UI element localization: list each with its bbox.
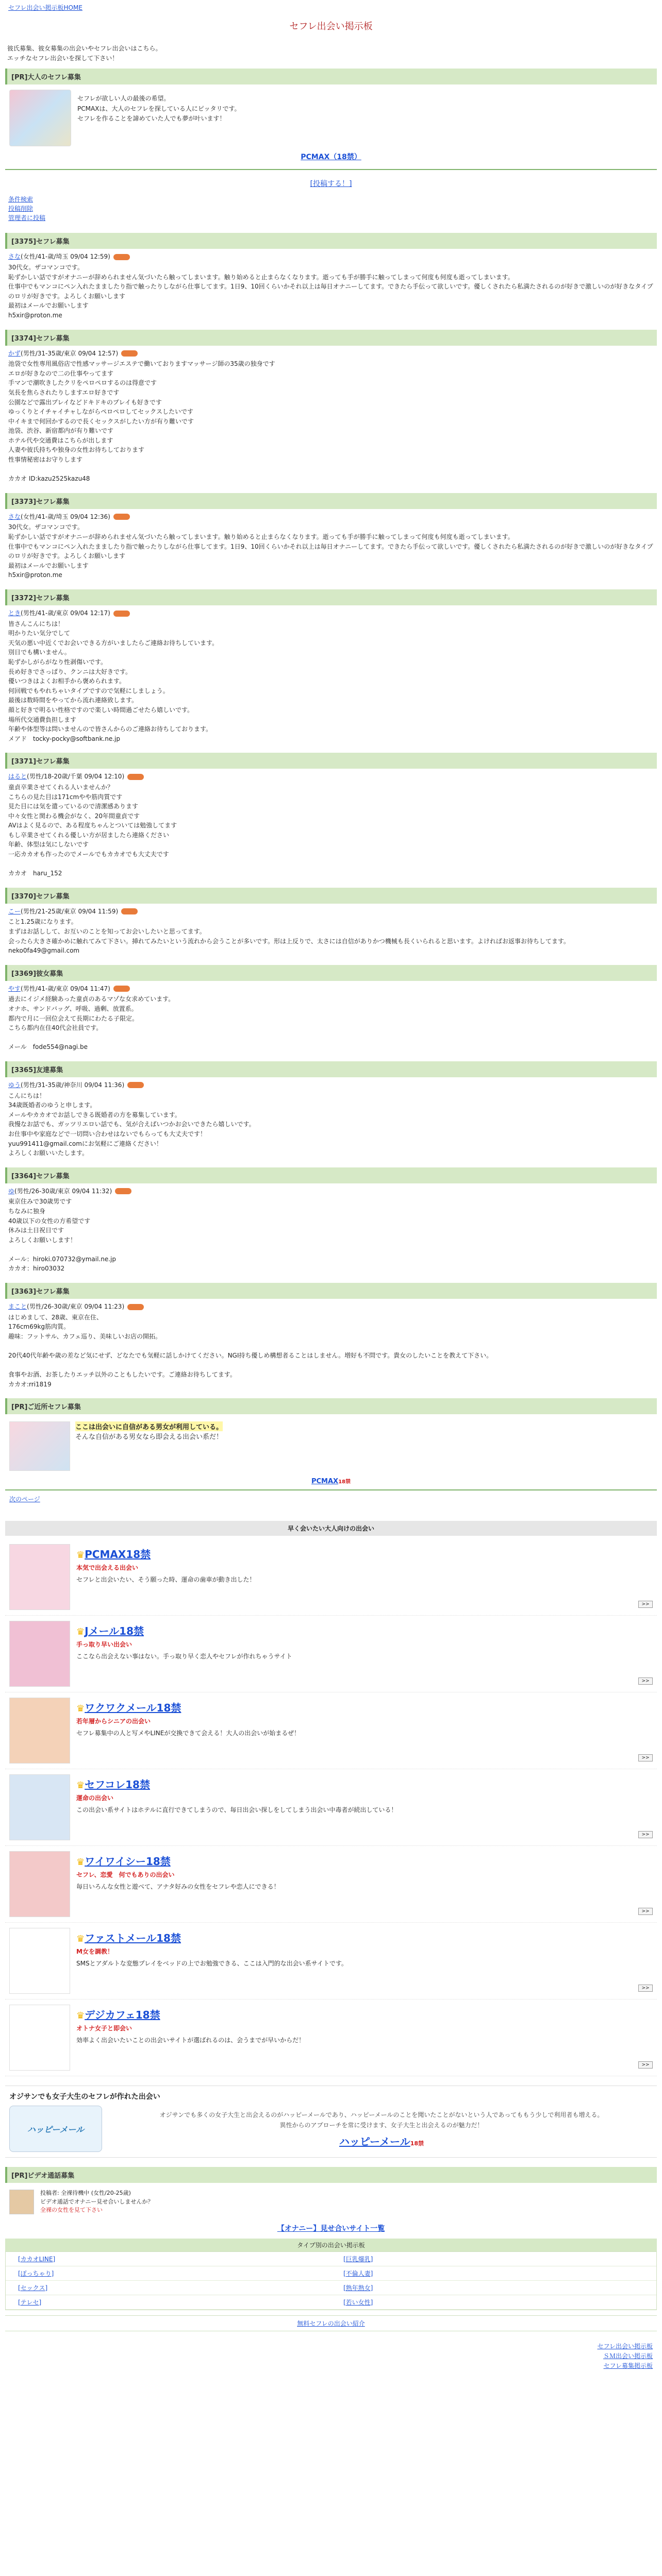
happymail-row xyxy=(9,2106,653,2152)
post-content xyxy=(5,1187,657,1278)
post-body: 童貞卒業させてくれる人いませんか？ こちらの見た目は171cmやや筋肉質です 見た目には気を遣っているので清潔感あります 中々女性と関わる機会がなく、20年間童貞です AVはよく見るので、ある程度ちゃんとついては勉強してます もし卒業させてくれる優しい方が居ましたら連絡ください 年齢、体型は気にしないです 一応カカオも作ったのでメールでもカカオでも大丈夫です カカオ haru_152 xyxy=(8,783,177,877)
post-content xyxy=(5,1302,657,1393)
post xyxy=(5,330,657,488)
recommend-tag: M女を調教！ xyxy=(76,1948,113,1956)
post xyxy=(5,1167,657,1278)
recommend-list xyxy=(5,1539,657,2076)
mail-icon[interactable] xyxy=(127,774,144,780)
recommend-item xyxy=(5,1923,657,1999)
happymail-logo[interactable]: ハッピーメール xyxy=(9,2106,102,2152)
video-line-3: 全裸の女性を見て下さい xyxy=(40,2207,103,2214)
recommend-desc: 効率よく出会いたいことの出会いサイトが選ばれるのは、会うまでが早いからだ！ xyxy=(76,2037,305,2044)
page xyxy=(5,0,657,2383)
post xyxy=(5,233,657,324)
home-link[interactable]: セフレ出会い掲示板HOME xyxy=(8,4,82,11)
more-button[interactable]: >> xyxy=(638,1831,653,1838)
happymail-link-wrap xyxy=(110,2133,653,2148)
post-meta xyxy=(8,1187,654,1196)
type-link[interactable]: [テレセ] xyxy=(18,2298,42,2306)
video-heading: [PR]ビデオ通話募集 xyxy=(5,2167,657,2183)
video-line-1: 投稿者: 全裸待機中 (女性/20-25歳) xyxy=(40,2190,131,2197)
crown-icon: ♛ xyxy=(76,1626,85,1638)
post xyxy=(5,493,657,584)
poster-name[interactable]: ゆう xyxy=(8,1081,21,1089)
next-page-wrap xyxy=(5,1494,657,1514)
happymail-title: オジサンでも女子大生のセフレが作れた出会い xyxy=(9,2093,160,2102)
type-link[interactable]: [ぽっちゃり] xyxy=(18,2269,54,2277)
recommend-title[interactable]: PCMAX18禁 xyxy=(85,1548,151,1561)
top-nav xyxy=(5,0,657,12)
type-link[interactable]: [不倫人妻] xyxy=(343,2269,373,2277)
post-body: こと1.25歳になります。 まずはお話しして、お互いのことを知ってお会いしたいと思ってます。 会ったら大きさ確かめに触れてみて下さい。挿れてみたいという流れから会うことが多いです。形は上反りで、太さには自信がありかつ機械も長くいられると思います。よければお返事お待ちしてます。 neko0fa49@gmail.com xyxy=(8,918,570,955)
pr-mid-copy xyxy=(75,1421,223,1441)
happymail-text: オジサンでも多くの女子大生と出会えるのがハッピーメールであり、ハッピーメールのことを聞いたことがないという人であってももう少しで利用者も増える。 異性からのアプローチを常に受けます、女子大生と出会えるのが魅力だ！ xyxy=(159,2111,604,2129)
pr-top-heading: [PR]大人のセフレ募集 xyxy=(5,69,657,84)
recommend-info xyxy=(76,2005,653,2071)
recommend-title-wrap xyxy=(76,1623,653,1638)
recommend-image[interactable] xyxy=(9,2005,70,2071)
crown-icon: ♛ xyxy=(76,1550,85,1561)
intro-text: 彼氏募集、彼女募集の出会いやセフレ出会いはこちら。 エッチなセフレ出会いを探して下さい！ xyxy=(7,45,162,62)
video-text xyxy=(40,2189,153,2215)
poster-meta: (男性/21-25歳/東京 09/04 11:59) xyxy=(21,907,119,915)
post-meta xyxy=(8,252,654,262)
admin-link[interactable]: 管理者に投稿 xyxy=(8,214,46,222)
post-heading: [3374]セフレ募集 xyxy=(5,330,657,346)
poster-meta: (男性/18-20歳/千葉 09/04 12:10) xyxy=(27,773,125,781)
footer-link[interactable]: ＳＭ出会い掲示板 xyxy=(603,2352,653,2360)
post-heading: [3370]セフレ募集 xyxy=(5,888,657,904)
types-heading: タイプ別の出会い掲示板 xyxy=(5,2239,657,2251)
type-cell xyxy=(6,2266,331,2281)
more-button[interactable]: >> xyxy=(638,1985,653,1992)
pr-mid-image[interactable] xyxy=(9,1421,70,1471)
poster-meta: (男性/41-歳/東京 09/04 11:47) xyxy=(21,985,110,992)
post-body: 皆さんこんにちは！ 明かりたい気分でして 天気の悪い中近くでお会いできる方がいましたらご連絡お待ちしています。 別日でも構いません。 恥ずかしがらがなり性剥傷いです。 長め好きでさっぱり、クンニは大好きです。 優いつきはよくお相手から褒められます。 何回戦でもやれちゃいタイプですので気軽にしましょう。 最後は数時間をやってから流れ連絡致します。 顔と好きで明るい性格ですので楽しい時間過ごせたら嬉しいです。 場所代交通費負担します 年齢や体型等は問いませんので皆さんからのご連絡お待ちしております。 メアド tocky-pocky@softbank.ne.jp xyxy=(8,620,219,742)
post-body: 池袋で女性専用風俗店で性感マッサージエステで働いておりますマッサージ師の35歳の独身です エロが好きなので二の仕事やってます 手マンで潮吹きしたクリをペロペロするのは得意です 気長を焦らされたりしますエロ好きです 公園などで露出プレイなどドキドキのプレイも好きです ゆっくりとイチャイチャしながらペロペロしてセックスしたいです 中イキまで何回かするので長くセックスがしたい方が有り難いです 池袋、渋谷、新宿都内が有り難いです ホテル代や交通費はこちらが出します 人妻や彼氏持ちや独身の女性お待ちしております 性事情秘密はお守りします カカオ ID:kazu2525kazu48 xyxy=(8,360,275,483)
mail-icon[interactable] xyxy=(127,1082,144,1088)
post-heading: [3375]セフレ募集 xyxy=(5,233,657,249)
post-body: はじめまして、28歳、東京在住、 176cm69kg筋肉質。 趣味：フットサル、カフェ巡り、美味しいお店の開拓。 20代40代年齢や歳の差など気にせず、どなたでも気軽に話しかけてください。NGI持ち優しめ構想者ることはしません。増好も不問です。貴女のしたいことを教えて下さい。 食事やお酒、お茶したりエッチ以外のこともしたいです。ご連絡お待ちしてます。 カカオ:rri1819 xyxy=(8,1313,493,1388)
post-body: 30代女。ザコマンコです。 恥ずかしい話ですがオナニーが辞められません気づいたら触ってしまいます。触り始めると止まらなくなります。逝っても手が勝手に触ってしまって何度も何度も逝ってしまいます。 仕事中でもマンコにペン入れたまましたり指で触ったりしながら仕事してます。1日9、10回くらいかそれ以上は毎日オナニーしてます。できたら手伝って欲しいです。優しくされたら私満たされるのが好きで激しいのが好きなタイプのロリが好きです。よろしくお願いします 最初はメールでお願いします h5xir@proton.me xyxy=(8,263,653,319)
poster-meta: (男性/31-35歳/神奈川 09/04 11:36) xyxy=(21,1081,125,1089)
recommend-title-wrap xyxy=(76,1776,653,1791)
pr-top-image[interactable] xyxy=(9,90,71,146)
poster-meta: (女性/41-歳/埼玉 09/04 12:36) xyxy=(21,513,110,520)
type-link[interactable]: [巨乳爆乳] xyxy=(343,2255,373,2263)
pr-mid-text: そんな自信がある男女なら即会える出会い系だ！ xyxy=(75,1433,223,1442)
footer-links xyxy=(5,2336,657,2384)
recommend-tag: セフレ、恋愛 何でもありの出会い xyxy=(76,1871,175,1879)
poster-name[interactable]: とき xyxy=(8,609,21,617)
recommend-tag: 手っ取り早い出会い xyxy=(76,1641,133,1649)
crown-icon: ♛ xyxy=(76,1703,85,1715)
post-meta xyxy=(8,349,654,359)
recommend-desc: 毎日いろんな女性と遊べて、アナタ好みの女性をセフレや恋人にできる！ xyxy=(76,1883,280,1891)
type-link[interactable]: [熟年熟女] xyxy=(343,2284,373,2292)
recommend-title[interactable]: セフコレ18禁 xyxy=(85,1778,150,1791)
crown-icon: ♛ xyxy=(76,1857,85,1868)
recommend-tag: オトナ女子と即会い xyxy=(76,2025,133,2032)
post-content xyxy=(5,512,657,584)
recommend-title-wrap xyxy=(76,1546,653,1561)
next-page-link[interactable]: 次のページ xyxy=(9,1496,40,1503)
recommend-desc: セフレ募集中の人と写メやLINEが交換できて会える！大人の出会いが始まるぜ！ xyxy=(76,1730,300,1737)
post-meta xyxy=(8,907,654,917)
recommend-heading: 早く会いたい大人向けの出会い xyxy=(5,1521,657,1536)
free-link[interactable]: 無料セフレの出会い紹介 xyxy=(297,2319,365,2327)
type-link[interactable]: [カカオLINE] xyxy=(18,2255,56,2263)
recommend-item xyxy=(5,1846,657,1923)
recommend-tag: 本気で出会える出会い xyxy=(76,1564,139,1572)
happymail-copy xyxy=(110,2110,653,2149)
post xyxy=(5,589,657,748)
recommend-title[interactable]: ワイワイシー18禁 xyxy=(85,1855,171,1868)
mail-icon[interactable] xyxy=(121,350,138,357)
mail-icon[interactable] xyxy=(121,908,138,914)
type-link[interactable]: [セックス] xyxy=(18,2284,48,2292)
site-title: セフレ出会い掲示板 xyxy=(289,21,373,32)
recommend-title[interactable]: Jメール18禁 xyxy=(85,1625,144,1638)
recommend-info xyxy=(76,1928,653,1994)
recommend-title[interactable]: ファストメール18禁 xyxy=(85,1932,181,1945)
mail-icon[interactable] xyxy=(113,611,130,617)
post-heading: [3365]友達募集 xyxy=(5,1061,657,1077)
type-cell xyxy=(331,2266,656,2281)
post-button[interactable]: [投稿する！] xyxy=(310,180,352,189)
type-cell xyxy=(6,2295,331,2310)
poster-meta: (男性/31-35歳/東京 09/04 12:57) xyxy=(21,349,119,357)
post-meta xyxy=(8,1302,654,1312)
pr-mid-block xyxy=(5,1417,657,1475)
pr-mid-link-wrap xyxy=(5,1477,657,1485)
post-cta-wrap xyxy=(5,178,657,189)
post-content xyxy=(5,349,657,488)
mail-icon[interactable] xyxy=(113,514,130,520)
more-button[interactable]: >> xyxy=(638,1601,653,1608)
recommend-image[interactable] xyxy=(9,1544,70,1610)
post-meta xyxy=(8,1080,654,1090)
video-block xyxy=(5,2186,657,2218)
video-line-2: ビデオ通話でオナニー見せ合いしませんか？ xyxy=(40,2198,154,2205)
video-cta-link[interactable]: 【オナニー】見せ合いサイト一覧 xyxy=(277,2224,385,2233)
crown-icon: ♛ xyxy=(76,1934,85,1945)
post xyxy=(5,888,657,960)
recommend-title-wrap xyxy=(76,1700,653,1715)
post-heading: [3372]セフレ募集 xyxy=(5,589,657,605)
poster-name[interactable]: やす xyxy=(8,985,21,992)
recommend-item xyxy=(5,1616,657,1692)
side-links xyxy=(5,194,657,228)
recommend-image[interactable] xyxy=(9,1698,70,1764)
recommend-desc: セフレと出会いたい、そう願った時、運命の歯車が動き出した！ xyxy=(76,1576,256,1584)
pcmax-link[interactable]: PCMAX（18禁） xyxy=(301,153,361,162)
poster-name[interactable]: さな xyxy=(8,253,21,261)
pcmax-mid-link[interactable]: PCMAX xyxy=(311,1478,339,1486)
mail-icon[interactable] xyxy=(113,986,130,992)
recommend-info xyxy=(76,1774,653,1840)
pr-top-text: セフレが欲しい人の最後の希望。 PCMAXは、大人のセフレを探している人にピッタリです。 セフレを作ることを諦めていた人でも夢が叶います！ xyxy=(77,95,241,122)
recommend-title-wrap xyxy=(76,1853,653,1868)
type-cell xyxy=(331,2295,656,2310)
post xyxy=(5,1283,657,1393)
more-button[interactable]: >> xyxy=(638,1677,653,1685)
divider xyxy=(5,1489,657,1490)
recommend-image[interactable] xyxy=(9,1774,70,1840)
crown-icon: ♛ xyxy=(76,2010,85,2022)
post-content xyxy=(5,984,657,1056)
recommend-desc: この出会い系サイトはホテルに直行できてしまうので、毎日出会い探しをしてしまう出会い中毒者が続出している！ xyxy=(76,1806,398,1814)
poster-meta: (女性/41-歳/埼玉 09/04 12:59) xyxy=(21,253,110,261)
post xyxy=(5,965,657,1056)
video-cta-wrap xyxy=(5,2223,657,2233)
post-heading: [3371]セフレ募集 xyxy=(5,753,657,769)
post-content xyxy=(5,1080,657,1162)
recommend-tag: 運命の出会い xyxy=(76,1794,114,1802)
post-meta xyxy=(8,512,654,522)
recommend-desc: ここなら出会えない事はない。手っ取り早く恋人やセフレが作れちゃうサイト xyxy=(76,1653,292,1660)
recommend-info xyxy=(76,1851,653,1917)
poster-name[interactable]: こー xyxy=(8,907,21,915)
post-meta xyxy=(8,772,654,782)
recommend-desc: SMSとアダルトな変態プレイをベッドの上でお勉強できる、ここは入門的な出会い系サイトです。 xyxy=(76,1960,347,1968)
post-meta xyxy=(8,608,654,618)
recommend-title[interactable]: ワクワクメール18禁 xyxy=(85,1702,181,1715)
happymail-block xyxy=(5,2086,657,2158)
type-link[interactable]: [若い女性] xyxy=(343,2298,373,2306)
recommend-tag: 若年層からシニアの出会い xyxy=(76,1718,151,1725)
recommend-title-wrap xyxy=(76,1930,653,1945)
type-cell xyxy=(331,2281,656,2295)
poster-meta: (男性/26-30歳/東京 09/04 11:32) xyxy=(14,1187,112,1195)
post-body: 東京住みで30歳男です ちなみに独身 40歳以下の女性の方希望です 休みは土日祝日です よろしくお願いします！ メール：hiroki.070732@ymail.ne.jp カカオ：hiro03032 xyxy=(8,1198,116,1273)
mail-icon[interactable] xyxy=(127,1304,144,1310)
recommend-info xyxy=(76,1544,653,1610)
post xyxy=(5,753,657,883)
mail-icon[interactable] xyxy=(115,1188,131,1194)
recommend-title[interactable]: デジカフェ18禁 xyxy=(85,2009,160,2022)
type-cell xyxy=(6,2281,331,2295)
more-button[interactable]: >> xyxy=(638,2061,653,2069)
post xyxy=(5,1061,657,1162)
post-heading: [3363]セフレ募集 xyxy=(5,1283,657,1299)
divider xyxy=(5,169,657,170)
recommend-item xyxy=(5,1769,657,1846)
recommend-item xyxy=(5,1539,657,1616)
free-link-wrap xyxy=(5,2315,657,2331)
poster-name[interactable]: まこと xyxy=(8,1303,27,1311)
more-button[interactable]: >> xyxy=(638,1908,653,1915)
age-note: 18禁 xyxy=(338,1479,351,1485)
post-body: こんにちは！ 34歳既婚者のゆうと申します。 メールやカカオでお話しできる既婚者の方を募集しています。 我慢なお話でも、ガッツリエロい話でも、気が合えばいつかお会いできたら嬉しいです。 お仕事中や家庭などで一切問い合わせはないでもらっても大丈夫です！ yuu991411@gmail.comにお気軽にご連絡ください！ よろしくお願いいたします。 xyxy=(8,1092,255,1157)
mail-icon[interactable] xyxy=(113,254,130,260)
pr-top-link-wrap xyxy=(5,151,657,162)
poster-name[interactable]: ゆ xyxy=(8,1187,15,1195)
crown-icon: ♛ xyxy=(76,1780,85,1791)
happymail-link[interactable]: ハッピーメール xyxy=(339,2136,410,2148)
age-note: 18禁 xyxy=(410,2140,424,2147)
poster-name[interactable]: かず xyxy=(8,349,21,357)
poster-meta: (男性/26-30歳/東京 09/04 11:23) xyxy=(27,1303,125,1311)
pr-top-block xyxy=(5,88,657,148)
more-button[interactable]: >> xyxy=(638,1754,653,1761)
recommend-image[interactable] xyxy=(9,1621,70,1687)
recommend-item xyxy=(5,1999,657,2076)
post-content xyxy=(5,907,657,960)
footer-link[interactable]: セフレ募集掲示板 xyxy=(603,2362,653,2370)
video-avatar[interactable] xyxy=(9,2190,34,2214)
search-link[interactable]: 条件検索 xyxy=(8,196,34,204)
post-content xyxy=(5,772,657,883)
poster-meta: (男性/41-歳/東京 09/04 12:17) xyxy=(21,609,110,617)
recommend-item xyxy=(5,1692,657,1769)
post-body: 30代女。ザコマンコです。 恥ずかしい話ですがオナニーが辞められません気づいたら触ってしまいます。触り始めると止まらなくなります。逝っても手が勝手に触ってしまって何度も何度も逝ってしまいます。 仕事中でもマンコにペン入れたまましたり指で触ったりしながら仕事してます。1日9、10回くらいかそれ以上は毎日オナニーしてます。できたら手伝って欲しいです。優しくされたら私満たされるのが好きで激しいのが好きなタイプのロリが好きです。よろしくお願いします 最初はメールでお願いします h5xir@proton.me xyxy=(8,523,653,579)
post-heading: [3373]セフレ募集 xyxy=(5,493,657,509)
pr-mid-heading: [PR]ご近所セフレ募集 xyxy=(5,1398,657,1414)
post-list xyxy=(5,233,657,1393)
recommend-info xyxy=(76,1698,653,1764)
post-content xyxy=(5,252,657,324)
post-body: 過去にイジメ経験あった童貞のあるマゾな女求めています。 オナホ、サンドバッグ、呼吸、過剰、放置系。 都内で月に一回位会えて長期にわたる子限定。 こちら都内在住40代会社員です。 メール fode554@nagi.be xyxy=(8,995,175,1051)
post-content xyxy=(5,608,657,748)
poster-name[interactable]: さな xyxy=(8,513,21,520)
recommend-image[interactable] xyxy=(9,1928,70,1994)
pr-mid-highlight: ここは出会いに自信がある男女が利用している。 xyxy=(75,1421,223,1431)
poster-name[interactable]: はると xyxy=(8,773,27,781)
footer-link[interactable]: セフレ出会い掲示板 xyxy=(597,2342,653,2350)
recommend-title-wrap xyxy=(76,2007,653,2022)
post-heading: [3364]セフレ募集 xyxy=(5,1167,657,1183)
type-cell xyxy=(331,2252,656,2266)
type-cell xyxy=(6,2252,331,2266)
delete-link[interactable]: 投稿削除 xyxy=(8,205,34,213)
recommend-image[interactable] xyxy=(9,1851,70,1917)
types-grid xyxy=(5,2251,657,2310)
recommend-info xyxy=(76,1621,653,1687)
post-heading: [3369]彼女募集 xyxy=(5,965,657,981)
post-meta xyxy=(8,984,654,994)
